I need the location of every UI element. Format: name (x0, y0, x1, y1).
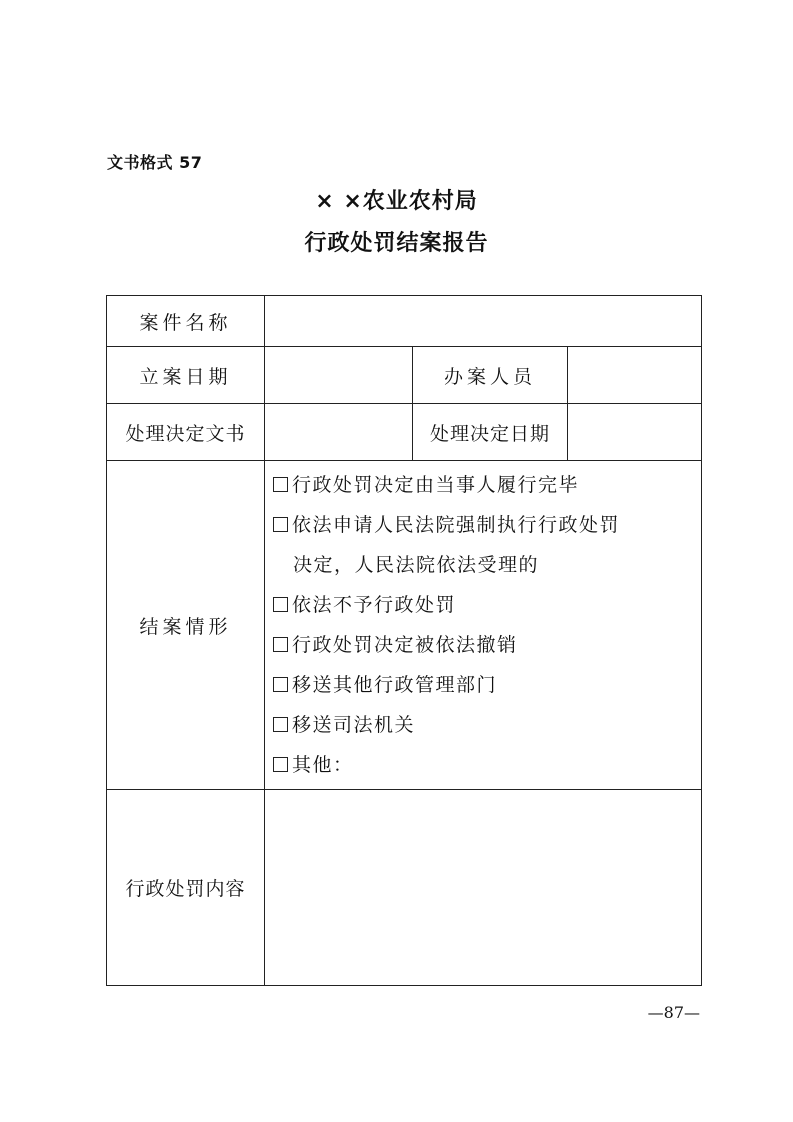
handler-field[interactable] (568, 347, 702, 404)
decision-date-label: 处理决定日期 (413, 404, 568, 461)
filing-row (107, 347, 702, 404)
case-name-row (107, 296, 702, 347)
checkbox-icon[interactable] (273, 517, 288, 532)
decision-row (107, 404, 702, 461)
document-format-label: 文书格式 57 (107, 153, 203, 172)
decision-document-field[interactable] (265, 404, 413, 461)
checkbox-icon[interactable] (273, 477, 288, 492)
decision-date-field[interactable] (568, 404, 702, 461)
case-name-field[interactable] (265, 296, 702, 347)
handler-label: 办案人员 (413, 347, 568, 404)
penalty-content-row (107, 790, 702, 986)
penalty-content-field[interactable] (265, 790, 702, 986)
filing-date-field[interactable] (265, 347, 413, 404)
decision-document-label: 处理决定文书 (107, 404, 265, 461)
option-court-enforcement-continued: 决定，人民法院依法受理的 (293, 554, 540, 576)
document-title: 行政处罚结案报告 (304, 231, 489, 256)
option-fulfilled[interactable]: 行政处罚决定由当事人履行完毕 (273, 465, 701, 505)
option-other[interactable]: 其他： (273, 745, 701, 785)
option-revoked[interactable]: 行政处罚决定被依法撤销 (273, 625, 701, 665)
closing-situation-options (265, 461, 702, 790)
option-transfer-judicial[interactable]: 移送司法机关 (273, 705, 701, 745)
case-closing-report-table (106, 295, 702, 986)
case-name-label: 案件名称 (107, 296, 265, 347)
page-number: —87— (647, 1003, 700, 1022)
checkbox-icon[interactable] (273, 757, 288, 772)
checkbox-icon[interactable] (273, 597, 288, 612)
option-transfer-admin[interactable]: 移送其他行政管理部门 (273, 665, 701, 705)
option-court-enforcement[interactable]: 依法申请人民法院强制执行行政处罚 (273, 505, 701, 545)
checkbox-icon[interactable] (273, 637, 288, 652)
checkbox-icon[interactable] (273, 717, 288, 732)
option-no-penalty[interactable]: 依法不予行政处罚 (273, 585, 701, 625)
issuing-authority-title: × ×农业农村局 (315, 189, 478, 214)
filing-date-label: 立案日期 (107, 347, 265, 404)
closing-situation-label: 结案情形 (107, 461, 265, 790)
penalty-content-label: 行政处罚内容 (107, 790, 265, 986)
checkbox-icon[interactable] (273, 677, 288, 692)
closing-situation-row (107, 461, 702, 790)
